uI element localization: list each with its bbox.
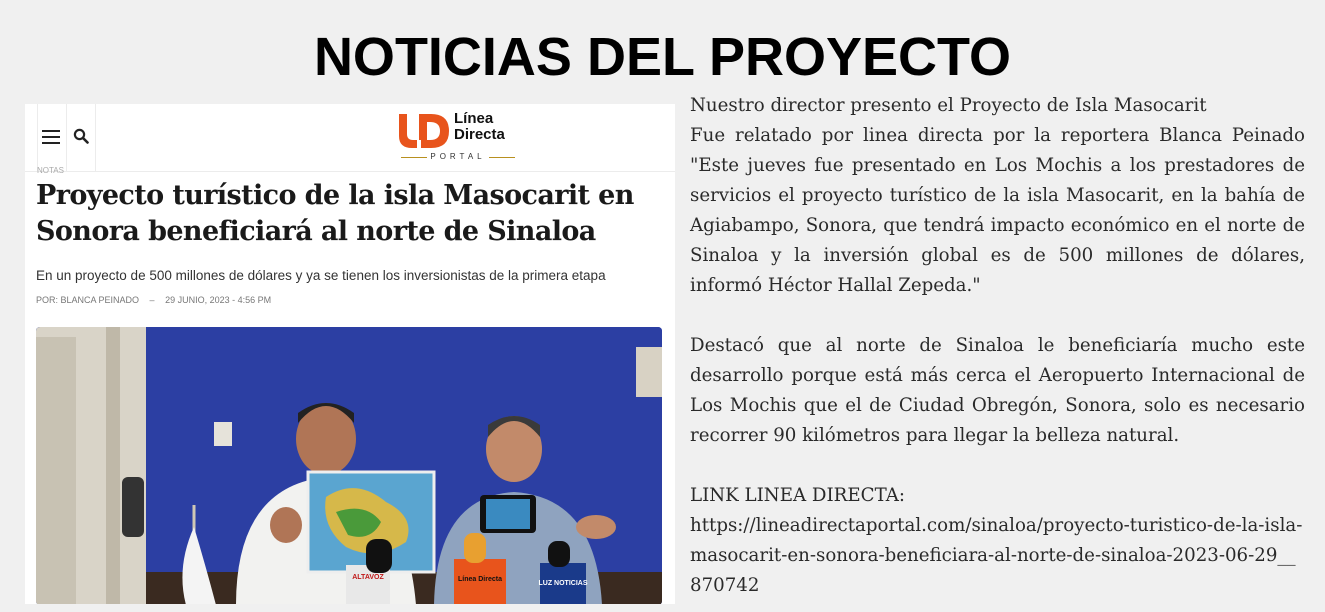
logo-portal-label: PORTAL (430, 152, 486, 161)
ld-logo-mark-icon (397, 110, 451, 150)
linea-directa-logo[interactable] (397, 108, 527, 166)
search-icon[interactable] (73, 128, 89, 144)
link-label: LINK LINEA DIRECTA: (690, 485, 905, 506)
breadcrumb[interactable]: NOTAS (37, 166, 64, 175)
article-header (25, 104, 675, 172)
mic-flag-linea-directa: Línea Directa (458, 576, 502, 583)
page-title: NOTICIAS DEL PROYECTO (313, 27, 1012, 87)
article-link[interactable]: https://lineadirectaportal.com/sinaloa/proyecto-turistico-de-la-isla-masocarit-en-sonora-beneficiara-al-norte-de-sinaloa-2023-06-29__870742 (690, 515, 1303, 596)
byline-author[interactable]: POR: BLANCA PEINADO (36, 295, 140, 305)
logo-line-1: Línea (454, 110, 494, 127)
press-conference-photo (36, 327, 662, 604)
byline-separator: – (149, 295, 155, 305)
article-deck: En un proyecto de 500 millones de dólares y ya se tienen los inversionistas de la primera etapa (36, 268, 606, 283)
article-byline (36, 295, 279, 305)
article-photo (36, 327, 662, 604)
intro-line: Nuestro director presento el Proyecto de Isla Masocarit (690, 95, 1207, 116)
mic-flag-altavoz: ALTAVOZ (352, 574, 384, 581)
header-divider (66, 104, 67, 172)
article-headline: Proyecto turístico de la isla Masocarit en Sonora beneficiará al norte de Sinaloa (36, 180, 634, 247)
article-screenshot (25, 104, 675, 604)
logo-line-2: Directa (454, 126, 505, 143)
news-body (690, 91, 1305, 601)
hamburger-menu-icon[interactable] (42, 130, 60, 144)
header-divider (95, 104, 96, 172)
paragraph-1: Fue relatado por linea directa por la reportera Blanca Peinado "Este jueves fue presentado en Los Mochis a los prestadores de servicios el proyecto turístico de la isla Masocarit, en la bahía de Agiabampo, Sonora, que tendrá impacto económico en el norte de Sinaloa y la inversión global es de 500 millones de dólares, informó Héctor Hallal Zepeda." (690, 125, 1305, 296)
header-divider (37, 104, 38, 172)
byline-date: 29 JUNIO, 2023 - 4:56 PM (165, 295, 272, 305)
paragraph-2: Destacó que al norte de Sinaloa le beneficiaría mucho este desarrollo porque está más cerca el Aeropuerto Internacional de Los Mochis que el de Ciudad Obregón, Sonora, solo es necesario recorrer 90 kilómetros para llegar la belleza natural. (690, 335, 1305, 446)
logo-wordmark (454, 111, 505, 143)
mic-flag-luz-noticias: LUZ NOTICIAS (538, 580, 588, 587)
